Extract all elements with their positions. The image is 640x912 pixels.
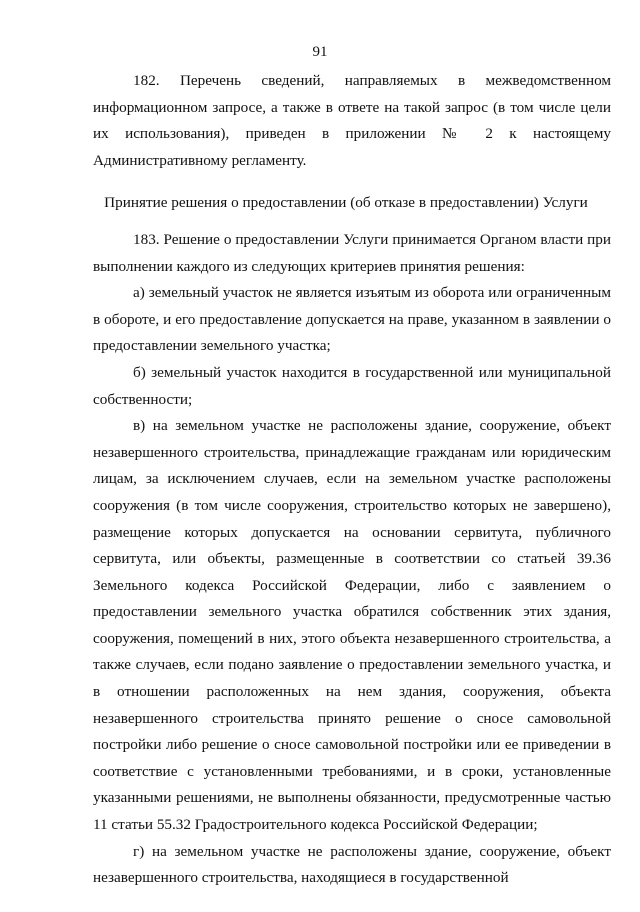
criterion-b: б) земельный участок находится в государственной или муниципальной собственности; bbox=[93, 363, 611, 408]
section-heading: Принятие решения о предоставлении (об отказе в предоставлении) Услуги bbox=[104, 194, 588, 212]
paragraph-182: 182. Перечень сведений, направляемых в межведомственном информационном запросе, а также в ответе на такой запрос (в том числе цели их использования), приведен в приложении № 2 к настоящему Административному регламенту. bbox=[93, 72, 611, 169]
page-number: 91 bbox=[312, 44, 328, 60]
criterion-a: а) земельный участок не является изъятым из оборота или ограниченным в обороте, и его предоставление допускается на праве, указанном в заявлении о предоставлении земельного участка; bbox=[93, 284, 611, 355]
criterion-v: в) на земельном участке не расположены здание, сооружение, объект незавершенного строительства, принадлежащие гражданам или юридическим лицам, за исключением случаев, если на земельном участке расположены сооружения (в том числе сооружения, строительство которых не завершено), размещение которых допускается на основании сервитута, публичного сервитута, или объекты, размещенные в соответствии со статьей 39.36 Земельного кодекса Российской Федерации, либо с заявлением о предоставлении земельного участка обратился собственник этих здания, сооружения, помещений в них, этого объекта незавершенного строительства, а также случаев, если подано заявление о предоставлении земельного участка, и в отношении расположенных на нем здания, сооружения, объекта незавершенного строительства принято решение о сносе самовольной постройки либо решение о сносе самовольной постройки или ее приведении в соответствие с установленными требованиями, и в сроки, установленные указанными решениями, не выполнены обязанности, предусмотренные частью 11 статьи 55.32 Градостроительного кодекса Российской Федерации; bbox=[93, 417, 611, 834]
paragraph-183: 183. Решение о предоставлении Услуги принимается Органом власти при выполнении каждого из следующих критериев принятия решения: bbox=[93, 230, 611, 275]
document-body bbox=[93, 68, 611, 892]
criterion-g: г) на земельном участке не расположены здание, сооружение, объект незавершенного строительства, находящиеся в государственной bbox=[93, 842, 611, 887]
